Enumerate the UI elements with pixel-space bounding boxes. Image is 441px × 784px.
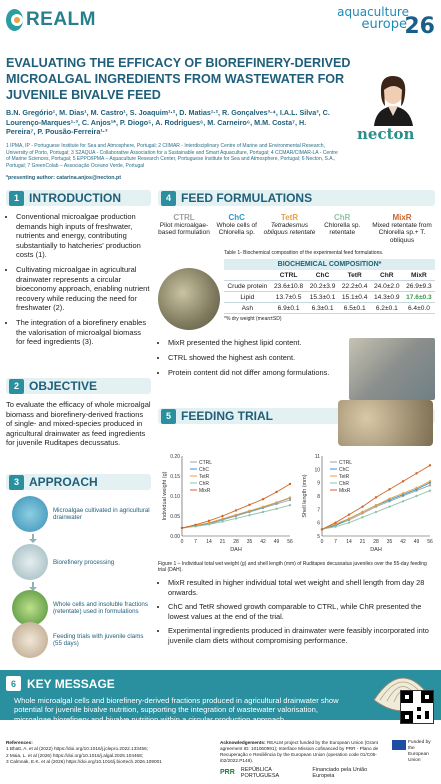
funder-logos [220,767,385,779]
y-tick-label: 9 [317,480,320,487]
trial-bullet: • ChC and TetR showed growth comparable to CTRL, while ChR presented the lowest values at the end of the trial. [168,602,435,621]
acknowledgements [220,740,385,780]
intro-bullet: • The integration of a biorefinery enables the valorisation of microalgal biomass for feed ingredients (3). [16,318,151,347]
step-label: Whole cells and insoluble fractions (retentate) used in formulations [53,601,148,615]
x-tick-label: 0 [320,539,324,545]
ref-item[interactable]: 1 Bhatt, A. et al (2022) https://doi.org/10.1016/j.jclepro.2022.133456; [6,746,149,752]
intro-num: 1 [9,191,24,206]
data-point [275,501,277,503]
approach-step-cultivation [12,496,151,532]
x-tick-label: 42 [400,539,406,545]
series-line-tetr [182,498,290,528]
data-point [375,511,377,513]
trial-bullets [158,578,435,651]
data-point [235,514,237,516]
tank-icon [12,544,48,580]
formulation-body [158,250,435,330]
y-tick-label: 0.10 [170,494,180,500]
intro-header [6,190,151,206]
formulations-title: FEED FORMULATIONS [181,191,313,205]
x-tick-label: 56 [287,539,293,545]
table-wrap [224,250,435,330]
formulation-tetr: TetR Tetradesmus obliquus retentate [263,213,316,237]
author-photo [366,68,421,126]
raceway-icon [12,496,48,532]
legend-label: MixR [339,488,351,494]
formulation-bullet: • Protein content did not differ among formulations. [168,368,345,378]
y-tick-label: 10 [314,467,320,474]
formulations-num: 4 [161,191,176,206]
y-tick-label: 0.20 [170,454,180,460]
data-point [221,518,223,520]
x-tick-label: 49 [413,539,420,545]
data-point [248,504,250,506]
clams-icon [12,622,48,658]
objective-title: OBJECTIVE [29,379,98,393]
data-point [348,513,350,515]
data-point [402,500,404,502]
data-point [181,527,183,529]
eu-funded-logo: Financiado pela União Europeia [312,767,368,780]
trial-bullet: • MixR resulted in higher individual total wet weight and shell length from day 28 onwards. [168,578,435,597]
data-point [275,508,277,510]
x-tick-label: 21 [219,539,226,545]
table-caption: Table 1- Biochemical composition of the experimental feed formulations. [224,250,384,257]
trial-num: 5 [161,409,176,424]
email-label: *presenting author: [6,175,55,181]
ref-item[interactable]: 2 Maia, L. et al (2026) https://doi.org/10.1016/j.algal.2025.104468; [6,752,144,758]
legend-label: MixR [199,488,211,494]
approach-title: APPROACH [29,475,98,489]
formulation-chr: ChR Chlorella sp. retentate [324,213,361,237]
data-point [289,504,291,506]
x-tick-label: 0 [180,539,184,545]
affiliations: 1 IPMA, IP - Portuguese Institute for Sea and Atmosphere, Portugal; 2 CIIMAR - Interdisciplinary Centre of Marine and Environmental Research, University of Porto, Portugal; 3 S2AQUA - Collaborative Association for a Sustainable and Smart Aquaculture, Portugal; 4 CCMAR/CIMAR-LA - Centre of Marine Sciences, Portugal; 5 EPPO/IPMA – Aquaculture Research Center, Portuguese Institute for Sea and Atmosphere, Portugal; 6 Necton, S.A., Portugal; 7 GreenColab – Associação Oceano Verde, Portugal [6,143,338,169]
step-label: Feeding trials with juvenile clams (55 days) [53,633,144,647]
data-point [429,484,431,486]
data-point [361,516,363,518]
eu-text: Funded by the European Union [408,740,431,763]
data-point [262,511,264,513]
refs-label: References: [6,740,33,745]
tanks-photo [349,338,435,400]
x-tick-label: 21 [359,539,366,545]
data-point [275,491,277,493]
data-point [375,496,377,498]
data-point [262,498,264,500]
key-text: Whole microalgal cells and biorefinery-derived fractions produced in agricultural drainwater show potential for juvenile bivalve nutrition, supporting the integration of wastewater valorisation, microalgae biorefinery and bivalve nutrition within a circular production approach. [14,696,339,724]
poster-title: EVALUATING THE EFFICACY OF BIOREFINERY-DERIVED MICROALGAL INGREDIENTS FROM WASTEWATER FOR JUVENILE BIVALVE FEED [6,56,351,102]
formulation-list [158,214,435,244]
prr-logo: PRR [220,769,235,777]
formulations-section [158,190,435,400]
x-tick-label: 35 [386,539,393,545]
conf-line1: aquaculture [337,5,409,19]
trial-bullet: • Experimental ingredients produced in drainwater were feasibly incorporated into juvenile clam diets without compromising performance. [168,626,435,645]
approach-step-trial [12,622,151,658]
x-axis-label: DAH [370,547,382,553]
presenting-author [6,175,121,181]
formulation-bullet: • CTRL showed the highest ash content. [168,353,345,363]
ack-text: REALM project funded by the European Union (Grant agreement ID: 101060991); Interface Mission cofinanced by PRR - Plano de Recuperação e Resiliência by the European Union (operation code 01/C05-i02/2022.P148). [220,740,379,764]
legend-label: CTRL [199,460,213,466]
intro-section [6,190,151,352]
data-point [402,492,404,494]
data-point [361,505,363,507]
realm-mark-icon [6,9,23,31]
data-point [415,487,417,489]
data-point [388,505,390,507]
feed-powder-image [158,268,220,330]
eu-flag-icon [392,740,406,750]
data-point [208,523,210,525]
figure-caption: Figure 1 – Individual total wet weight (g) and shell length (mm) of Ruditapes decussatus juveniles over the 55-day feeding trial (DAH). [158,561,427,574]
x-tick-label: 42 [260,539,266,545]
data-point [388,488,390,490]
rep-logo: REPÚBLICA PORTUGUESA [240,767,280,780]
references [6,740,216,765]
step-label: Microalgae cultivated in agricultural drainwater [53,507,150,521]
intro-bullet: • Conventional microalgae production demands high inputs of freshwater, nutrients and energy, contributing substantially to hatcheries' production costs (1). [16,212,151,260]
legend-label: ChR [199,481,210,487]
data-point [321,528,323,530]
realm-brand: REALM [25,9,96,30]
data-point [429,464,431,466]
conf-line2: europe [361,17,407,32]
data-point [429,480,431,482]
table-row: Crude protein 23.6±10.8 20.2±3.9 22.2±0.4 24.0±2.0 26.9±9.3 [224,281,435,292]
data-point [348,521,350,523]
x-tick-label: 14 [346,539,352,545]
data-point [248,510,250,512]
formulation-chc: ChC Whole cells of Chlorella sp. [216,213,257,237]
x-tick-label: 7 [334,539,337,545]
data-point [221,515,223,517]
y-tick-label: 0.00 [170,534,180,540]
objective-header [6,378,151,394]
legend-label: ChC [339,467,350,473]
data-point [334,521,336,523]
x-tick-label: 35 [246,539,253,545]
table-header-row: CTRL ChC TetR ChR MixR [224,270,435,281]
formulation-bullet: • MixR presented the highest lipid content. [168,338,345,348]
data-point [289,496,291,498]
ref-item[interactable]: 3 Calmnak, E.K. et al (2026) https://doi.org/10.1016/j.biortech.2026.109001 [6,758,162,764]
objective-section [6,378,151,448]
clam-photo [338,400,433,446]
legend-label: ChR [339,481,350,487]
legend-label: TetR [199,474,210,480]
length-chart [302,454,433,553]
step-label: Biorefinery processing [53,558,115,566]
legend-label: CTRL [339,460,353,466]
data-point [235,509,237,511]
data-point [402,480,404,482]
email-link[interactable]: catarina.anjos@necton.pt [56,175,121,181]
key-header [6,676,115,691]
biochem-table [224,270,435,314]
eu-logo [392,740,436,764]
ack-label: Acknowledgements: [220,740,266,745]
approach-header [6,474,151,490]
data-point [235,517,237,519]
y-tick-label: 0.15 [170,474,180,480]
series-line-chc [182,498,290,528]
data-point [221,520,223,522]
legend-label: TetR [339,474,350,480]
x-tick-label: 28 [233,539,239,545]
formulations-header [158,190,435,206]
x-tick-label: 14 [206,539,212,545]
table-title: BIOCHEMICAL COMPOSITION* [224,259,435,270]
data-point [289,483,291,485]
data-point [361,511,363,513]
necton-logo: necton [357,125,415,143]
data-point [208,520,210,522]
y-axis-label: Shell length (mm) [302,474,308,518]
intro-bullet: • Cultivating microalgae in agricultural drainwater represents a circular bioeconomy approach, enabling nutrient recovery while reducing the need for freshwater (2). [16,265,151,313]
biomass-icon [12,590,48,626]
weight-chart [162,454,293,553]
table-note: *% dry weight (mean±SD) [224,316,282,323]
data-point [375,504,377,506]
data-point [248,514,250,516]
y-tick-label: 8 [317,494,320,500]
legend-label: ChC [199,467,210,473]
data-point [429,489,431,491]
approach-step-formulation [12,590,151,626]
formulation-bullets [158,338,345,400]
arrow-down-icon [29,534,37,543]
data-point [334,525,336,527]
data-point [415,495,417,497]
y-tick-label: 0.05 [170,514,180,520]
intro-list [6,212,151,347]
data-point [262,506,264,508]
x-axis-label: DAH [230,547,242,553]
y-axis-label: Individual weight (g) [162,471,168,521]
approach-section [6,474,151,659]
formulation-ctrl: CTRL Pilot microalgae-based formulation [158,213,210,237]
x-tick-label: 28 [373,539,379,545]
key-num: 6 [6,676,21,691]
aquaculture-europe-logo [325,6,435,42]
data-point [194,524,196,526]
x-tick-label: 49 [273,539,280,545]
authors: B.N. Gregório¹, M. Dias¹, M. Castro¹, S. Joaquim¹·², D. Matias¹·², R. Gonçalves³·⁴, I.A.L. Silva³, C. Lourenço-Marques¹·³, C. Anjos¹*, P. Diogo⁵, A. Rodrigues⁶, M. Carneiro⁶, M.M. Costa⁷, H. Pereira⁷, P. Pousão-Ferreira¹·³ [6,108,330,136]
data-point [388,497,390,499]
table-row: Lipid 13.7±0.5 15.3±0.1 15.1±0.4 14.3±0.9 17.6±0.3 [224,292,435,303]
qr-code-icon[interactable] [400,690,434,724]
charts [158,448,435,560]
y-tick-label: 11 [314,454,320,460]
formulation-findings [158,338,435,400]
table-row: Ash 6.9±0.1 6.3±0.1 6.5±0.1 6.2±0.1 6.4±0.0 [224,303,435,314]
realm-logo [6,6,96,34]
objective-num: 2 [9,379,24,394]
objective-text: To evaluate the efficacy of whole microalgal biomass and biorefinery-derived fractions of single- and mixed-species produced in agricultural drainwater as feed ingredients for juvenile Ruditapes decussatus. [6,400,151,448]
y-tick-label: 7 [317,507,320,514]
data-point [348,517,350,519]
intro-title: INTRODUCTION [29,191,121,205]
data-point [415,472,417,474]
trial-title: FEEDING TRIAL [181,409,273,423]
y-tick-label: 5 [317,534,320,540]
approach-step-biorefinery [12,544,114,580]
conf-year: 26 [404,14,435,39]
x-tick-label: 56 [427,539,433,545]
y-tick-label: 6 [317,520,320,527]
x-tick-label: 7 [194,539,197,545]
formulation-mixr: MixR Mixed retentate from Chlorella sp.+ T. obliquus [372,213,432,244]
key-title: KEY MESSAGE [27,676,115,691]
approach-num: 3 [9,475,24,490]
